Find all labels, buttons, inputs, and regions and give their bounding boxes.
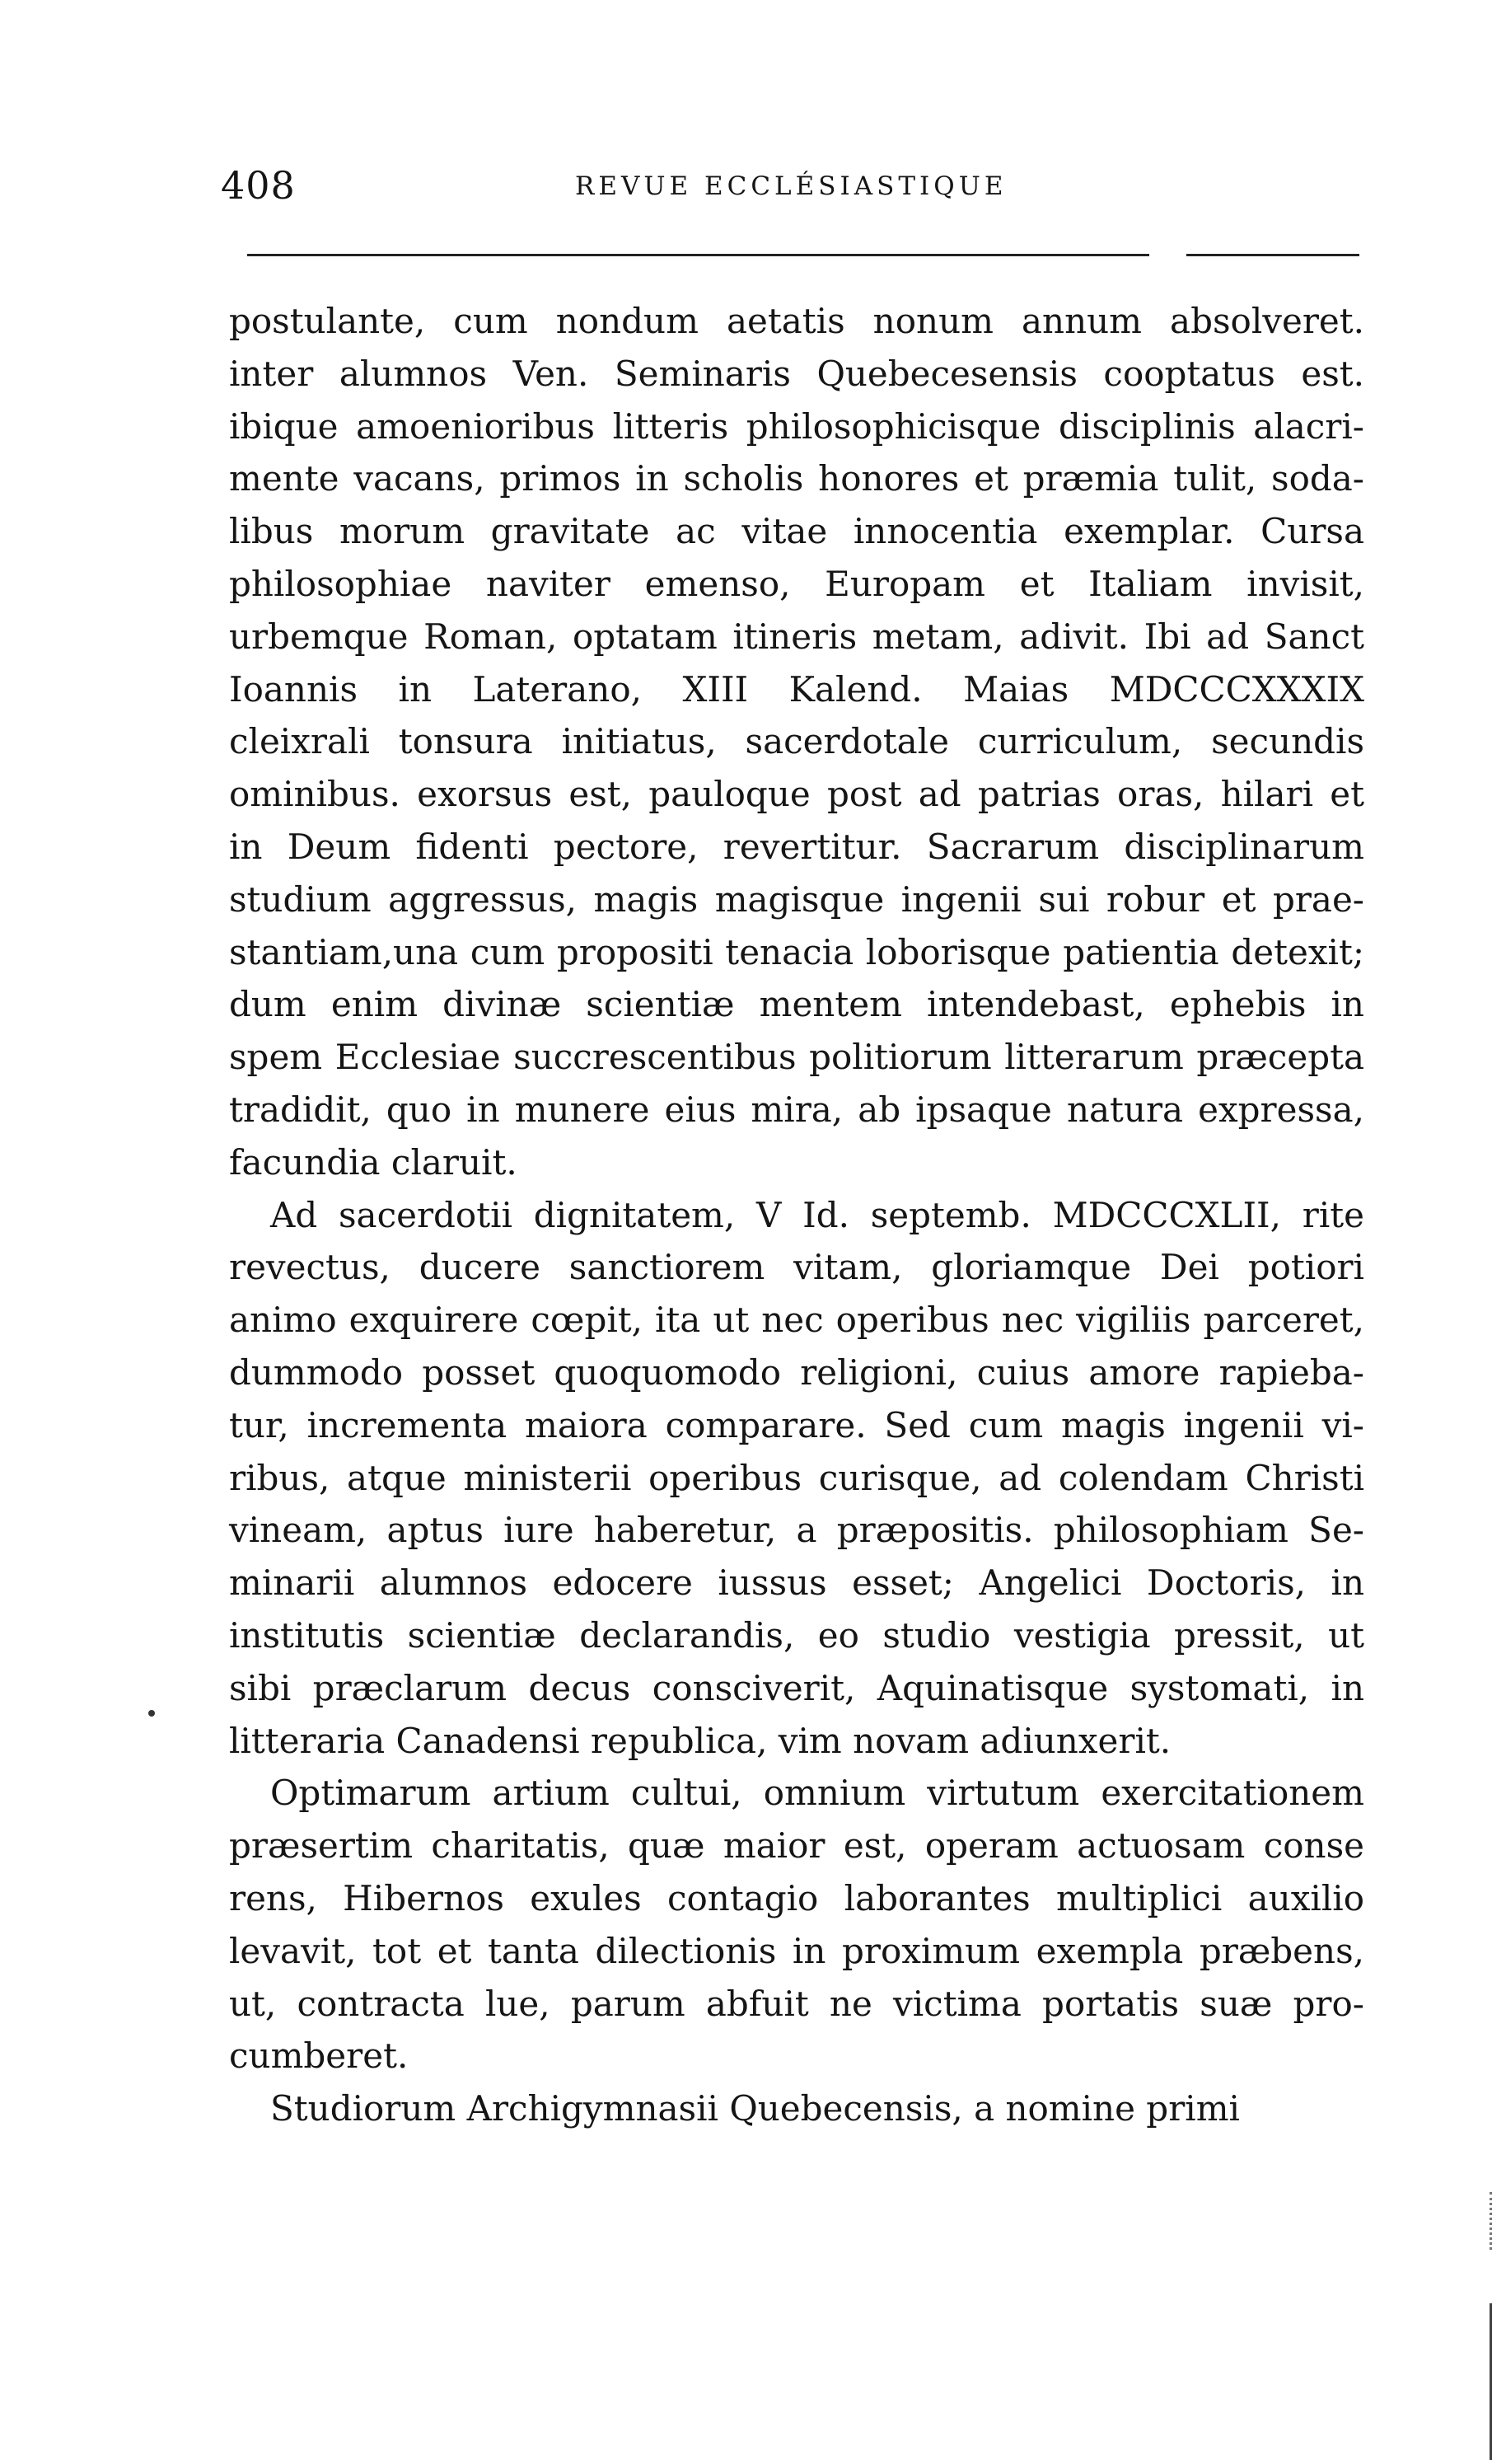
text-line: mente vacans, primos in scholis honores et præmia tulit, soda- — [229, 458, 1364, 499]
text-line: tur, incrementa maiora comparare. Sed cum magis ingenii vi- — [229, 1404, 1364, 1445]
text-line: urbemque Roman, optatam itineris metam, adivit. Ibi ad Sanct — [229, 616, 1364, 657]
header-rule — [247, 254, 1359, 256]
text-line: Ioannis in Laterano, XIII Kalend. Maias MDCCCXXXIX — [229, 668, 1364, 710]
text-line: Studiorum Archigymnasii Quebecensis, a nomine primi — [270, 2088, 1240, 2129]
text-line: præsertim charitatis, quæ maior est, operam actuosam conse — [229, 1825, 1364, 1867]
text-line: studium aggressus, magis magisque ingenii sui robur et prae- — [229, 878, 1364, 920]
text-line: tradidit, quo in munere eius mira, ab ipsaque natura expressa, — [229, 1089, 1364, 1130]
text-line: inter alumnos Ven. Seminaris Quebecesensis cooptatus est. — [229, 353, 1364, 394]
text-line: dummodo posset quoquomodo religioni, cuius amore rapieba- — [229, 1351, 1364, 1393]
text-line: ibique amoenioribus litteris philosophicisque disciplinis alacri- — [229, 405, 1364, 447]
page-edge-mark — [1490, 2303, 1492, 2460]
text-line: philosophiae naviter emenso, Europam et Italiam invisit, — [229, 563, 1364, 604]
text-line: institutis scientiæ declarandis, eo studio vestigia pressit, ut — [229, 1614, 1364, 1656]
body-text — [229, 295, 1364, 2135]
page-edge-dots — [1490, 2192, 1494, 2250]
text-line: cumberet. — [229, 2035, 409, 2077]
text-line: ominibus. exorsus est, pauloque post ad patrias oras, hilari et — [229, 774, 1364, 815]
text-line: vineam, aptus iure haberetur, a præpositis. philosophiam Se- — [229, 1510, 1364, 1551]
text-line: minarii alumnos edocere iussus esset; Angelici Doctoris, in — [229, 1562, 1364, 1604]
text-line: revectus, ducere sanctiorem vitam, gloriamque Dei potiori — [229, 1247, 1364, 1288]
text-line: levavit, tot et tanta dilectionis in proximum exempla præbens, — [229, 1930, 1364, 1971]
text-line: dum enim divinæ scientiæ mentem intendebast, ephebis in — [229, 984, 1364, 1025]
text-line: litteraria Canadensi republica, vim novam adiunxerit. — [229, 1720, 1172, 1761]
text-line: stantiam,una cum propositi tenacia loborisque patientia detexit; — [229, 931, 1364, 972]
text-line: sibi præclarum decus consciverit, Aquinatisque systomati, in — [229, 1667, 1364, 1708]
text-line: rens, Hibernos exules contagio laborantes multiplici auxilio — [229, 1877, 1364, 1918]
text-line: libus morum gravitate ac vitae innocentia exemplar. Cursa — [229, 511, 1364, 552]
page-number: 408 — [221, 163, 296, 208]
text-line: in Deum fidenti pectore, revertitur. Sacrarum disciplinarum — [229, 826, 1364, 867]
text-line: animo exquirere cœpit, ita ut nec operibus nec vigiliis parceret, — [229, 1300, 1364, 1341]
running-head: REVUE ECCLÉSIASTIQUE — [575, 171, 1008, 201]
text-line: Ad sacerdotii dignitatem, V Id. septemb. MDCCCXLII, rite — [270, 1194, 1364, 1235]
text-line: spem Ecclesiae succrescentibus politiorum litterarum præcepta — [229, 1037, 1364, 1078]
text-line: ut, contracta lue, parum abfuit ne victima portatis suæ pro- — [229, 1983, 1364, 2024]
text-line: facundia claruit. — [229, 1141, 517, 1183]
text-line: Optimarum artium cultui, omnium virtutum exercitationem — [270, 1773, 1364, 1814]
text-line: ribus, atque ministerii operibus curisque, ad colendam Christi — [229, 1457, 1364, 1498]
text-line: cleixrali tonsura initiatus, sacerdotale curriculum, secundis — [229, 721, 1364, 762]
text-line: postulante, cum nondum aetatis nonum annum absolveret. — [229, 301, 1364, 341]
header-rule-gap — [1149, 247, 1186, 260]
margin-dot — [148, 1710, 155, 1717]
page-header — [221, 163, 1362, 213]
